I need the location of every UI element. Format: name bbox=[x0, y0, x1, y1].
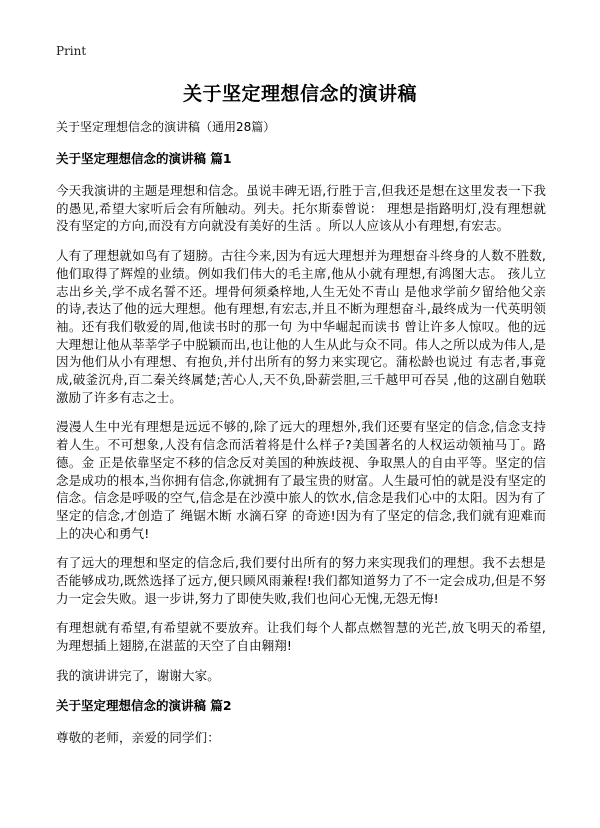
paragraph: 人有了理想就如鸟有了翅膀。古往今来,因为有远大理想并为理想奋斗终身的人数不胜数,他们取得了辉煌的业绩。例如我们伟大的毛主席,他从小就有理想,有鸿图大志。 孩儿立志出乡关,学不成名誓不还。埋骨何须桑梓地,人生无处不青山 是他求学前夕留给他父亲的诗,表达了他的远大理想。他有理想,有宏志,并且不断为理想奋斗,最终成为一代英明领袖。还有我们敬爱的周,他读书时的那一句 为中华崛起而读书 曾让许多人惊叹。他的远大理想让他从莘莘学子中脱颖而出,也让他的人生从此与众不同。伟人之所以成为伟人,是因为他们从小有理想、有抱负,并付出所有的努力来实现它。蒲松龄也说过 有志者,事竟成,破釜沉舟,百二秦关终属楚;苦心人,天不负,卧薪尝胆,三千越甲可吞吴 ,他的这副自勉联激励了许多有志之士。 bbox=[56, 248, 546, 405]
section-heading: 关于坚定理想信念的演讲稿 篇2 bbox=[56, 697, 232, 713]
paragraph: 我的演讲讲完了，谢谢大家。 bbox=[56, 667, 220, 683]
paragraph: 今天我演讲的主题是理想和信念。虽说丰碑无语,行胜于言,但我还是想在这里发表一下我的愚见,希望大家听后会有所触动。列夫。托尔斯泰曾说： 理想是指路明灯,没有理想就没有坚定的方向,而没有方向就没有美好的生活 。所以人应该从小有理想,有宏志。 bbox=[56, 183, 546, 234]
document-title: 关于坚定理想信念的演讲稿 bbox=[182, 83, 417, 105]
print-link[interactable]: Print bbox=[56, 44, 87, 58]
paragraph: 有了远大的理想和坚定的信念后,我们要付出所有的努力来实现我们的理想。我不去想是否能够成功,既然选择了远方,便只顾风雨兼程!我们都知道努力了不一定会成功,但是不努力一定会失败。退一步讲,努力了即使失败,我们也问心无愧,无怨无悔! bbox=[56, 555, 546, 606]
section-1 bbox=[56, 150, 546, 685]
section-heading: 关于坚定理想信念的演讲稿 篇1 bbox=[56, 151, 232, 166]
section-2 bbox=[56, 697, 546, 747]
document-subtitle: 关于坚定理想信念的演讲稿（通用28篇） bbox=[56, 120, 276, 134]
paragraph: 尊敬的老师，亲爱的同学们： bbox=[56, 729, 220, 745]
document-body bbox=[56, 118, 546, 758]
paragraph: 漫漫人生中光有理想是远远不够的,除了远大的理想外,我们还要有坚定的信念,信念支持着人生。不可想象,人没有信念而活着将是什么样子?美国著名的人权运动领袖马丁。路德。金 正是依靠坚定不移的信念反对美国的种族歧视、争取黑人的自由平等。坚定的信念是成功的根本,当你拥有信念,你就拥有了最宝贵的财富。人生最可怕的就是没有坚定的信念。信念是呼吸的空气,信念是在沙漠中旅人的饮水,信念是我们心中的太阳。因为有了坚定的信念,才创造了 绳锯木断 水滴石穿 的奇迹!因为有了坚定的信念,我们就有迎难而上的决心和勇气! bbox=[56, 419, 546, 541]
paragraph: 有理想就有希望,有希望就不要放弃。让我们每个人都点燃智慧的光芒,放飞明天的希望,为理想插上翅膀,在湛蓝的天空了自由翱翔! bbox=[56, 620, 546, 654]
